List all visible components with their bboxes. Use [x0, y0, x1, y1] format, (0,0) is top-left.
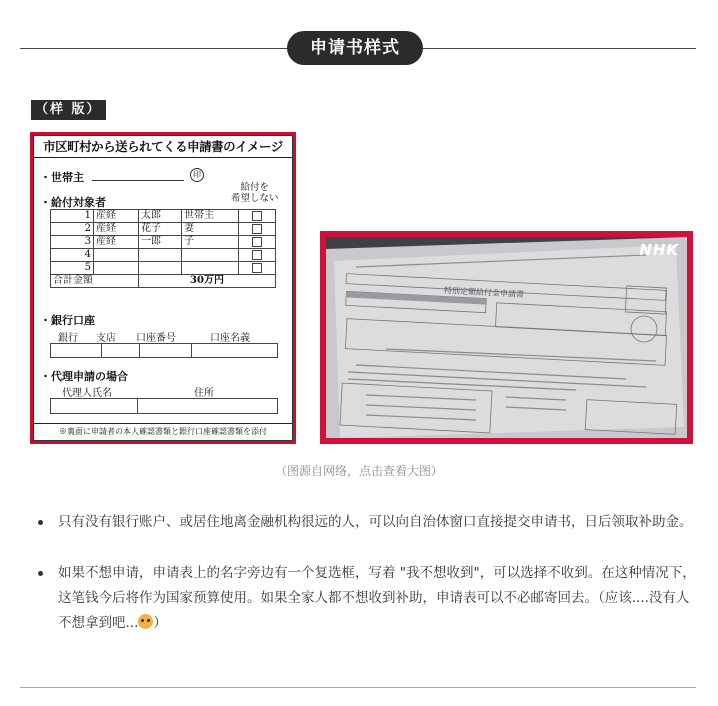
bullet-text-2: 如果不想申请，申请表上的名字旁边有一个复选框，写着 "我不想收到"，可以选择不收到。在这种情况下，这笔钱今后将作为国家预算使用。如果全家人都不想收到补助，申请表可以不必邮寄回去。（应该....没有人不想拿到吧...: [58, 565, 696, 631]
cell-no: 3: [51, 236, 94, 249]
bank-input-box: [50, 343, 278, 358]
sample-tag: （样 版）: [31, 100, 106, 120]
opt-out-cell: [239, 223, 276, 236]
nhk-watermark: NHK: [639, 241, 679, 259]
opt-out-cell: [239, 210, 276, 223]
opt-out-checkbox[interactable]: [252, 263, 262, 273]
form-photo[interactable]: [320, 231, 693, 444]
cell-relation: 子: [182, 236, 239, 249]
proxy-input-box: [50, 398, 278, 414]
opt-out-checkbox[interactable]: [252, 237, 262, 247]
image-caption[interactable]: （图源自网络，点击查看大图）: [274, 464, 443, 478]
cell-relation: 妻: [182, 223, 239, 236]
recipients-table: [50, 209, 276, 288]
opt-out-header: [231, 182, 279, 204]
bank-col-branch: 支店: [96, 333, 116, 344]
bank-col-account-no: 口座番号: [136, 333, 176, 344]
bullet-text-1: 只有没有银行账户、或居住地离金融机构很远的人，可以向自治体窗口直接提交申请书，日后领取补助金。: [58, 514, 693, 530]
cat-face-icon: [138, 614, 153, 629]
bank-label: ・銀行口座: [40, 314, 95, 327]
proxy-col-name: 代理人氏名: [62, 388, 112, 399]
cell-relation: 世帯主: [182, 210, 239, 223]
opt-out-cell: [239, 262, 276, 275]
bullet-text-2-end: ）: [153, 615, 167, 631]
application-form-image[interactable]: [30, 132, 296, 444]
opt-out-checkbox[interactable]: [252, 250, 262, 260]
section-title: 申请书样式: [287, 31, 423, 65]
cell-given: 一郎: [139, 236, 182, 249]
opt-out-checkbox[interactable]: [252, 211, 262, 221]
bullet-list: [38, 510, 698, 662]
proxy-label: ・代理申請の場合: [40, 370, 128, 383]
bottom-divider: [20, 687, 696, 688]
table-row: [51, 236, 276, 249]
bank-col-account-name: 口座名義: [210, 333, 250, 344]
table-row: [51, 223, 276, 236]
cell-no: 5: [51, 262, 94, 275]
cell-surname: 産経: [94, 236, 139, 249]
opt-out-checkbox[interactable]: [252, 224, 262, 234]
total-value: 30万円: [139, 275, 276, 288]
opt-out-line1: 給付を: [240, 182, 270, 193]
cell-no: 1: [51, 210, 94, 223]
cell-surname: 産経: [94, 210, 139, 223]
opt-out-cell: [239, 236, 276, 249]
cell-relation: [182, 262, 239, 275]
seal-mark: 印: [190, 168, 204, 182]
table-row: [51, 262, 276, 275]
table-row: [51, 210, 276, 223]
bank-col-bank: 銀行: [58, 333, 78, 344]
form-sheet: [33, 135, 293, 441]
header-line-left: [20, 48, 290, 49]
photo-content: [326, 237, 687, 438]
cell-no: 4: [51, 249, 94, 262]
total-label: 合計金額: [51, 275, 139, 288]
cell-relation: [182, 249, 239, 262]
cell-given: [139, 262, 182, 275]
cell-given: 花子: [139, 223, 182, 236]
photo-doc-title: 特別定額給付金申請書: [443, 285, 525, 300]
total-row: [51, 275, 276, 288]
householder-label: ・世帯主: [40, 171, 84, 184]
cell-no: 2: [51, 223, 94, 236]
cell-given: [139, 249, 182, 262]
householder-underline: [92, 180, 184, 181]
opt-out-cell: [239, 249, 276, 262]
photo-paper-drawing: [326, 237, 687, 438]
bullet-item-1: [38, 510, 698, 535]
recipients-label: ・給付対象者: [40, 196, 106, 209]
header-line-right: [420, 48, 696, 49]
bullet-item-2: [38, 561, 698, 636]
cell-surname: [94, 262, 139, 275]
opt-out-line2: 希望しない: [231, 193, 279, 204]
table-row: [51, 249, 276, 262]
cell-given: 太郎: [139, 210, 182, 223]
cell-surname: 産経: [94, 223, 139, 236]
form-footnote: ※裏面に申請者の本人確認書類と銀行口座確認書類を添付: [34, 423, 292, 440]
proxy-col-address: 住所: [194, 388, 214, 399]
form-title: 市区町村から送られてくる申請書のイメージ: [34, 136, 292, 158]
cell-surname: [94, 249, 139, 262]
